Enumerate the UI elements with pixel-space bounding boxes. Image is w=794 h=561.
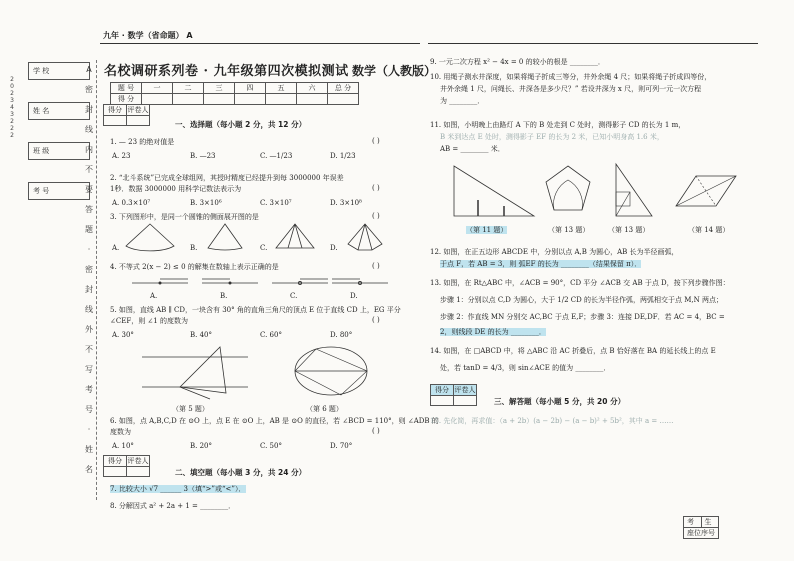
figure-14-caption: （第 14 题）: [688, 226, 730, 234]
name-field[interactable]: 姓 名: [28, 102, 90, 120]
q1-answer-paren[interactable]: ( ): [372, 137, 380, 145]
seal-notice-char: 考: [85, 385, 93, 394]
q4-option-a[interactable]: A.: [150, 292, 158, 300]
q4-number-line-a: [130, 275, 190, 295]
score-header-cell: 四: [235, 83, 266, 94]
q12-line1: 12. 如图，在正五边形 ABCDE 中，分别以点 A,B 为圆心，AB 长为半径画弧，: [430, 248, 679, 256]
q13-figure: [606, 160, 660, 224]
figure-11-caption: （第 11 题）: [466, 226, 508, 234]
side-code-digit: 2: [10, 125, 14, 132]
q10-line3: 为 ________．: [440, 97, 485, 105]
q4-option-d[interactable]: D.: [350, 292, 358, 300]
figure-13-caption: （第 13 题）: [548, 226, 590, 234]
q3-option-a[interactable]: A.: [112, 244, 120, 252]
q13-line2: 步骤 1：分别以点 C,D 为圆心，大于 1/2 CD 的长为半径作弧，两弧相交于点 M,N 两点；: [440, 296, 723, 304]
q11-figure: [448, 160, 538, 220]
q3-figure-b: [200, 222, 250, 252]
seal-notice-char: 不: [85, 165, 93, 174]
q7: 7. 比较大小 √7 ______ 3（填“>”或“<”）．: [110, 485, 246, 493]
section-3-heading: 三、解答题（每小题 5 分，共 20 分）: [494, 397, 626, 406]
q2-line1: 2. “北斗系统”已完成全球组网，其授时精度已经提升到每 3000000 年误差: [110, 174, 344, 182]
seal-notice-char: 要: [85, 185, 93, 194]
q6-figure: [286, 343, 376, 401]
q13-line3: 步骤 2：作直线 MN 分别交 AC,BC 于点 E,F；步骤 3：连接 DE,DF．若 AC = 4，BC =: [440, 313, 725, 321]
q4-stem: 4. 不等式 2(x − 2) ≤ 0 的解集在数轴上表示正确的是: [110, 263, 279, 271]
q14-line1: 14. 如图，在 □ABCD 中，将 △ABC 沿 AC 折叠后，点 B 恰好落在 BA 的延长线上的点 E: [430, 347, 716, 355]
q8: 8. 分解因式 a² + 2a + 1 = ________．: [110, 502, 236, 510]
q5-option-c[interactable]: C. 60°: [260, 331, 282, 339]
q5-line2: ∠CEF，则 ∠1 的度数为: [110, 317, 188, 325]
grader-box-1: 得分 评卷人: [103, 104, 150, 126]
score-cell[interactable]: [142, 94, 173, 105]
header-rule-left: [100, 43, 420, 44]
score-table-score-row: [111, 94, 359, 105]
exam-title: 名校调研系列卷 · 九年级第四次模拟测试: [104, 64, 349, 79]
q6-answer-paren[interactable]: ( ): [372, 427, 380, 435]
q2-line2: 1秒．数据 3000000 用科学记数法表示为: [110, 185, 242, 193]
score-header-cell: 总 分: [328, 83, 359, 94]
side-code-digit: 2: [10, 76, 14, 83]
exam-number-field[interactable]: 考 号: [28, 182, 90, 200]
q13-line4: 2，则线段 DE 的长为 ________．: [440, 328, 546, 336]
q1-option-a[interactable]: A. 23: [112, 152, 131, 160]
seal-notice-char: 外: [85, 325, 93, 334]
seal-notice-char: 封: [85, 105, 93, 114]
q15: 15. 先化简，再求值：（a + 2b）(a − 2b) − (a − b)² + 5b²，其中 a = ……: [430, 417, 674, 425]
seal-notice-char: 密: [85, 85, 93, 94]
side-code-digit: 4: [10, 104, 14, 111]
score-table-header-row: [111, 83, 359, 94]
score-cell[interactable]: [204, 94, 235, 105]
score-cell[interactable]: [266, 94, 297, 105]
seal-notice-char: 不: [85, 345, 93, 354]
q5-option-a[interactable]: A. 30°: [112, 331, 134, 339]
seal-notice-char: A: [86, 65, 92, 74]
score-header-cell: 三: [204, 83, 235, 94]
seal-notice-char: 密: [85, 265, 93, 274]
seat-number-box: 考 生 座位序号: [683, 516, 719, 539]
q2-option-d[interactable]: D. 3×10⁸: [330, 199, 362, 207]
q3-stem: 3. 下列图形中，是同一个圆锥的侧面展开图的是: [110, 213, 259, 221]
q2-option-a[interactable]: A. 0.3×10⁷: [112, 199, 151, 207]
class-field[interactable]: 班 级: [28, 142, 90, 160]
q11-line1: 11. 如图，小明晚上由路灯 A 下的 B 处走到 C 处时，测得影子 CD 的长为 1 m，: [430, 121, 686, 129]
q1-option-b[interactable]: B. —23: [190, 152, 216, 160]
seal-notice-char: ·: [87, 425, 91, 434]
q12-figure: [540, 160, 596, 220]
figure-6-caption: （第 6 题）: [306, 405, 343, 413]
q5-option-b[interactable]: B. 40°: [190, 331, 213, 339]
score-cell[interactable]: [297, 94, 328, 105]
q5-line1: 5. 如图，直线 AB ∥ CD，一块含有 30° 角的直角三角尺的顶点 E 位于直线 CD 上，EG 平分: [110, 306, 401, 314]
q3-option-d[interactable]: D.: [330, 244, 338, 252]
side-code-digit: 0: [10, 83, 14, 90]
seal-notice-char: 姓: [85, 445, 93, 454]
grader-box-3: 得分 评卷人: [430, 384, 477, 406]
q4-answer-paren[interactable]: ( ): [372, 262, 380, 270]
q4-number-line-d: [330, 275, 390, 295]
q4-option-b[interactable]: B.: [220, 292, 228, 300]
figure-5-caption: （第 5 题）: [172, 405, 209, 413]
q6-option-d[interactable]: D. 70°: [330, 442, 353, 450]
q3-figure-a: [120, 222, 180, 252]
q4-number-line-b: [200, 275, 260, 295]
q1-option-d[interactable]: D. 1/23: [330, 152, 356, 160]
q13-line1: 13. 如图，在 Rt△ABC 中，∠ACB = 90°，CD 平分 ∠ACB 交 AB 于点 D，按下列步骤作图：: [430, 279, 730, 287]
q9: 9. 一元二次方程 x² − 4x = 0 的较小的根是 ________．: [430, 58, 605, 66]
q11-line2: B 米到达点 E 处时，测得影子 EF 的长为 2 米，已知小明身高 1.6 米，: [440, 133, 664, 141]
q1-stem: 1. — 23 的绝对值是: [110, 138, 175, 146]
q2-option-c[interactable]: C. 3×10⁷: [260, 199, 292, 207]
score-header-cell: 题 号: [111, 83, 142, 94]
section-2-heading: 二、填空题（每小题 3 分，共 24 分）: [175, 468, 307, 477]
figure-13b-caption: （第 13 题）: [608, 226, 650, 234]
q3-option-c[interactable]: C.: [260, 244, 268, 252]
q3-answer-paren[interactable]: ( ): [372, 212, 380, 220]
q6-line1: 6. 如图，点 A,B,C,D 在 ⊙O 上，点 E 在 ⊙O 上，AB 是 ⊙O 的直径，若 ∠BCD = 110°，则 ∠ADB 的: [110, 417, 439, 425]
q6-option-a[interactable]: A. 10°: [112, 442, 134, 450]
side-code-digit: 3: [10, 97, 14, 104]
section-1-heading: 一、选择题（每小题 2 分，共 12 分）: [175, 120, 307, 129]
q4-option-c[interactable]: C.: [290, 292, 298, 300]
grader-box-2: 得分 评卷人: [103, 455, 150, 477]
score-cell[interactable]: [173, 94, 204, 105]
q3-figure-c: [270, 222, 320, 252]
seal-notice-char: 号: [85, 405, 93, 414]
q11-line3: AB = ________ 米．: [440, 145, 505, 153]
q14-line2: 处，若 tanD = 4/3，则 sin∠ACE 的值为 ________．: [440, 364, 611, 372]
q5-option-d[interactable]: D. 80°: [330, 331, 353, 339]
school-field[interactable]: 学 校: [28, 62, 90, 80]
score-row-label: 得 分: [111, 94, 142, 105]
q6-line2: 度数为: [110, 428, 131, 436]
score-header-cell: 六: [297, 83, 328, 94]
q3-option-b[interactable]: B.: [190, 244, 198, 252]
q1-option-c[interactable]: C. —1/23: [260, 152, 293, 160]
q5-figure: [140, 343, 250, 401]
q12-line2: 于点 F，若 AB = 3，则 弧EF 的长为 ________（结果保留 π）．: [440, 260, 642, 268]
q10-line1: 10. 用绳子测水井深度，如果将绳子折成三等分，井外余绳 4 尺；如果将绳子折成四等份，: [430, 73, 712, 81]
header-top-label: 九年 · 数学（省命题） A: [103, 31, 193, 40]
q6-option-b[interactable]: B. 20°: [190, 442, 213, 450]
score-cell[interactable]: [235, 94, 266, 105]
seal-notice-char: 写: [85, 365, 93, 374]
score-header-cell: 五: [266, 83, 297, 94]
q3-figure-d: [340, 222, 390, 252]
header-rule-right: [428, 43, 758, 44]
side-code-digit: 2: [10, 118, 14, 125]
score-header-cell: 一: [142, 83, 173, 94]
seal-notice-char: 线: [85, 125, 93, 134]
q4-number-line-c: [270, 275, 330, 295]
side-code-digit: 2: [10, 90, 14, 97]
seal-notice-char: 答: [85, 205, 93, 214]
q10-line2: 井外余绳 1 尺，问绳长、井深各是多少尺？” 若设井深为 x 尺，则可列一元一次方程: [440, 85, 702, 93]
q2-answer-paren[interactable]: ( ): [372, 184, 380, 192]
side-code-digit: 3: [10, 111, 14, 118]
seal-notice-char: 封: [85, 285, 93, 294]
q5-answer-paren[interactable]: ( ): [372, 316, 380, 324]
q2-option-b[interactable]: B. 3×10⁶: [190, 199, 222, 207]
score-header-cell: 二: [173, 83, 204, 94]
exam-subject: 数学（人教版）: [352, 64, 437, 78]
score-cell[interactable]: [328, 94, 359, 105]
seal-notice-char: 内: [85, 145, 93, 154]
q14-figure: [672, 170, 742, 220]
seal-notice-char: 名: [85, 465, 93, 474]
seal-dash-line: [96, 60, 97, 500]
seal-notice-char: 题: [85, 225, 93, 234]
q6-option-c[interactable]: C. 50°: [260, 442, 282, 450]
score-table: [110, 82, 359, 105]
seal-notice-char: 线: [85, 305, 93, 314]
seal-notice-char: ·: [87, 245, 91, 254]
left-info-strip: [22, 62, 90, 482]
side-code-digit: 2: [10, 132, 14, 139]
